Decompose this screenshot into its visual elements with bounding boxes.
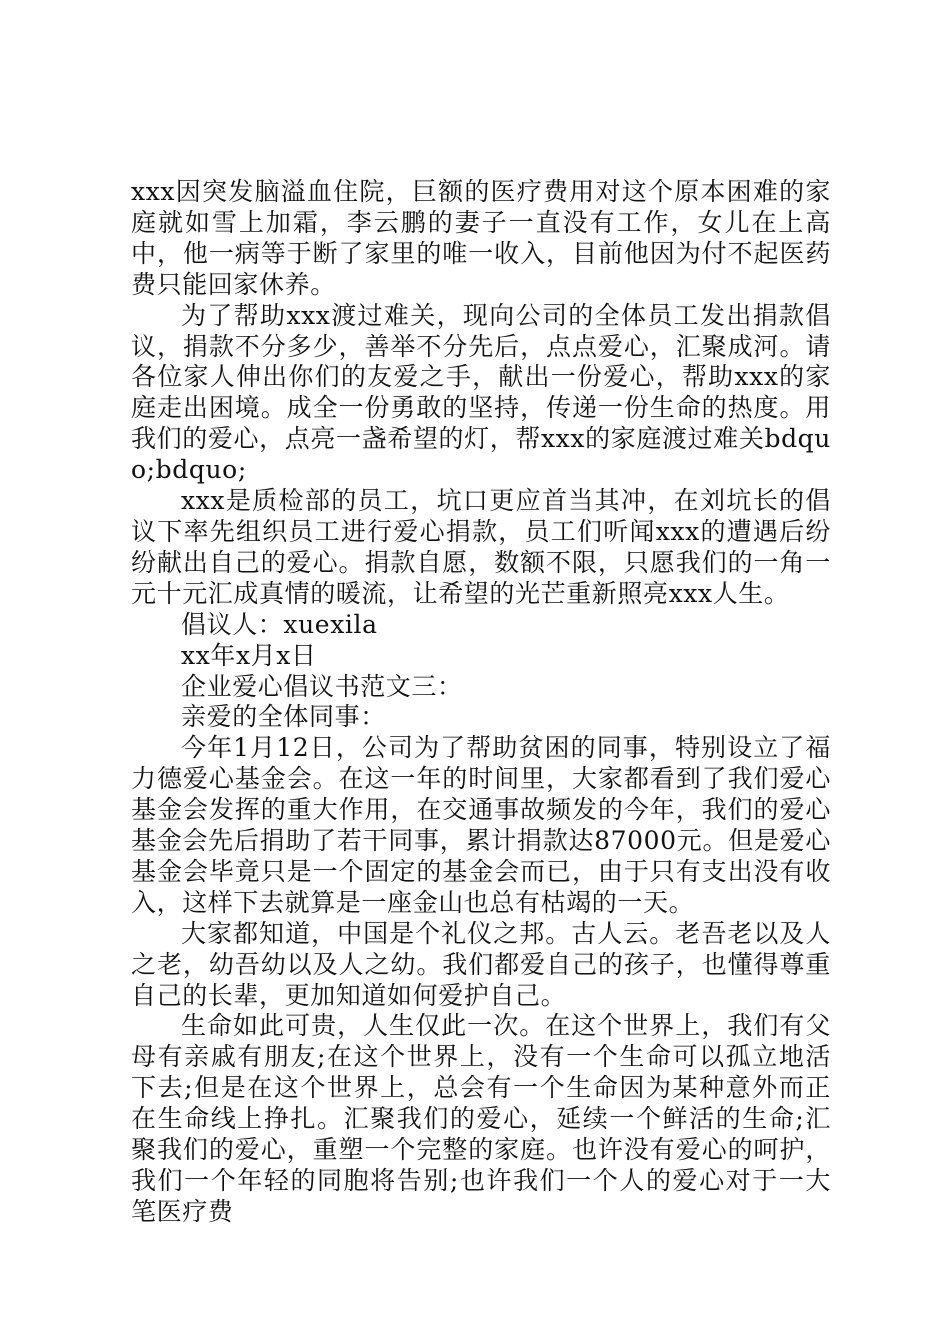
- paragraph-donation-appeal: 为了帮助xxx渡过难关，现向公司的全体员工发出捐款倡议，捐款不分多少，善举不分先后，点点爱心，汇聚成河。请各位家人伸出你们的友爱之手，献出一份爱心，帮助xxx的家庭走出困境。成全一份勇敢的坚持，传递一份生命的热度。用我们的爱心，点亮一盏希望的灯，帮xxx的家庭渡过难关bdquo;bdquo;: [131, 300, 831, 485]
- date-line: xx年x月x日: [181, 640, 317, 670]
- initiator-line: 倡议人：xuexila: [181, 609, 378, 639]
- paragraph-foundation: 今年1月12日，公司为了帮助贫困的同事，特别设立了福力德爱心基金会。在这一年的时间里，大家都看到了我们爱心基金会发挥的重大作用，在交通事故频发的今年，我们的爱心基金会先后捐助了若干同事，累计捐款达87000元。但是爱心基金会毕竟只是一个固定的基金会而已，由于只有支出没有收入，这样下去就算是一座金山也总有枯竭的一天。: [131, 733, 831, 917]
- document-body: [131, 177, 831, 1228]
- section-heading: 企业爱心倡议书范文三：: [181, 671, 463, 701]
- paragraph-quality-dept: xxx是质检部的员工，坑口更应首当其冲，在刘坑长的倡议下率先组织员工进行爱心捐款，员工们听闻xxx的遭遇后纷纷献出自己的爱心。捐款自愿，数额不限，只愿我们的一角一元十元汇成真情的暖流，让希望的光芒重新照亮xxx人生。: [131, 486, 831, 608]
- paragraph-life-value: 生命如此可贵，人生仅此一次。在这个世界上，我们有父母有亲戚有朋友;在这个世界上，没有一个生命可以孤立地活下去;但是在这个世界上，总会有一个生命因为某种意外而正在生命线上挣扎。汇聚我们的爱心，延续一个鲜活的生命;汇聚我们的爱心，重塑一个完整的家庭。也许没有爱心的呵护，我们一个年轻的同胞将告别;也许我们一个人的爱心对于一大笔医疗费: [131, 1011, 831, 1226]
- paragraph-patient-situation: xxx因突发脑溢血住院，巨额的医疗费用对这个原本困难的家庭就如雪上加霜，李云鹏的妻子一直没有工作，女儿在上高中，他一病等于断了家里的唯一收入，目前他因为付不起医药费只能回家休养。: [131, 177, 831, 299]
- paragraph-etiquette: 大家都知道，中国是个礼仪之邦。古人云。老吾老以及人之老，幼吾幼以及人之幼。我们都爱自己的孩子，也懂得尊重自己的长辈，更加知道如何爱护自己。: [131, 918, 831, 1010]
- salutation: 亲爱的全体同事：: [181, 702, 386, 732]
